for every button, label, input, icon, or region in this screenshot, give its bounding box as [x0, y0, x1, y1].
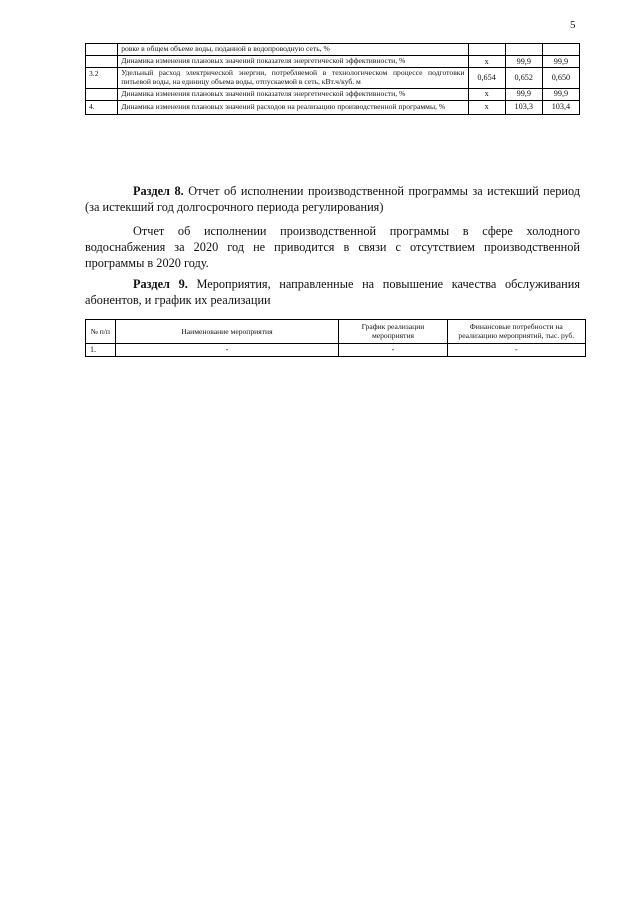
value-cell: 103,3 — [505, 100, 542, 114]
measures-table — [85, 319, 586, 357]
row-number — [86, 44, 118, 56]
value-cell: 99,9 — [542, 55, 579, 67]
value-cell: x — [468, 88, 505, 100]
indicator-name: Динамика изменения плановых значений показателя энергетической эффективности, % — [118, 88, 468, 100]
measure-schedule: - — [339, 343, 447, 356]
section-8-paragraph: Отчет об исполнении производственной программы в сфере холодного водоснабжения за 2020 год не приводится в связи с отсутствием производственной программы в 2020 году. — [85, 224, 580, 270]
table-row — [86, 44, 580, 56]
value-cell — [468, 44, 505, 56]
value-cell: 99,9 — [542, 88, 579, 100]
column-header-name: Наименование мероприятия — [115, 320, 339, 344]
table-header-row — [86, 320, 586, 344]
indicator-name: Динамика изменения плановых значений показателя энергетической эффективности, % — [118, 55, 468, 67]
table-row — [86, 67, 580, 88]
section-9-label: Раздел 9. — [133, 277, 188, 291]
table-row — [86, 100, 580, 114]
row-number: 4. — [86, 100, 118, 114]
row-number — [86, 88, 118, 100]
indicator-name: Динамика изменения плановых значений расходов на реализацию производственной программы, % — [118, 100, 468, 114]
column-header-finance: Финансовые потребности на реализацию мероприятий, тыс. руб. — [447, 320, 585, 344]
column-header-number: № п/п — [86, 320, 116, 344]
indicator-name: Удельный расход электрической энергии, потребляемой в технологическом процессе подготовки питьевой воды, на единицу объема воды, отпускаемой в сеть, кВт.ч/куб. м — [118, 67, 468, 88]
section-9-title: Мероприятия, направленные на повышение качества обслуживания абонентов, и график их реализации — [85, 277, 580, 307]
column-header-schedule: График реализации мероприятия — [339, 320, 447, 344]
value-cell: 99,9 — [505, 88, 542, 100]
indicator-name: ровке в общем объеме воды, поданной в водопроводную сеть, % — [118, 44, 468, 56]
value-cell: 0,652 — [505, 67, 542, 88]
row-number: 1. — [86, 343, 116, 356]
table-row — [86, 88, 580, 100]
indicators-table — [85, 43, 580, 115]
section-8-title: Отчет об исполнении производственной программы за истекший период (за истекший год долгосрочного периода регулирования) — [85, 184, 580, 214]
table-row — [86, 343, 586, 356]
value-cell: 0,654 — [468, 67, 505, 88]
value-cell: 0,650 — [542, 67, 579, 88]
section-8-label: Раздел 8. — [133, 184, 184, 198]
section-9-heading — [85, 276, 580, 308]
value-cell: 103,4 — [542, 100, 579, 114]
value-cell — [542, 44, 579, 56]
measure-finance: - — [447, 343, 585, 356]
value-cell: x — [468, 100, 505, 114]
row-number — [86, 55, 118, 67]
table-row — [86, 55, 580, 67]
measure-name: - — [115, 343, 339, 356]
page-number: 5 — [570, 19, 576, 31]
row-number: 3.2 — [86, 67, 118, 88]
value-cell — [505, 44, 542, 56]
value-cell: 99,9 — [505, 55, 542, 67]
value-cell: x — [468, 55, 505, 67]
section-8-heading — [85, 183, 580, 215]
